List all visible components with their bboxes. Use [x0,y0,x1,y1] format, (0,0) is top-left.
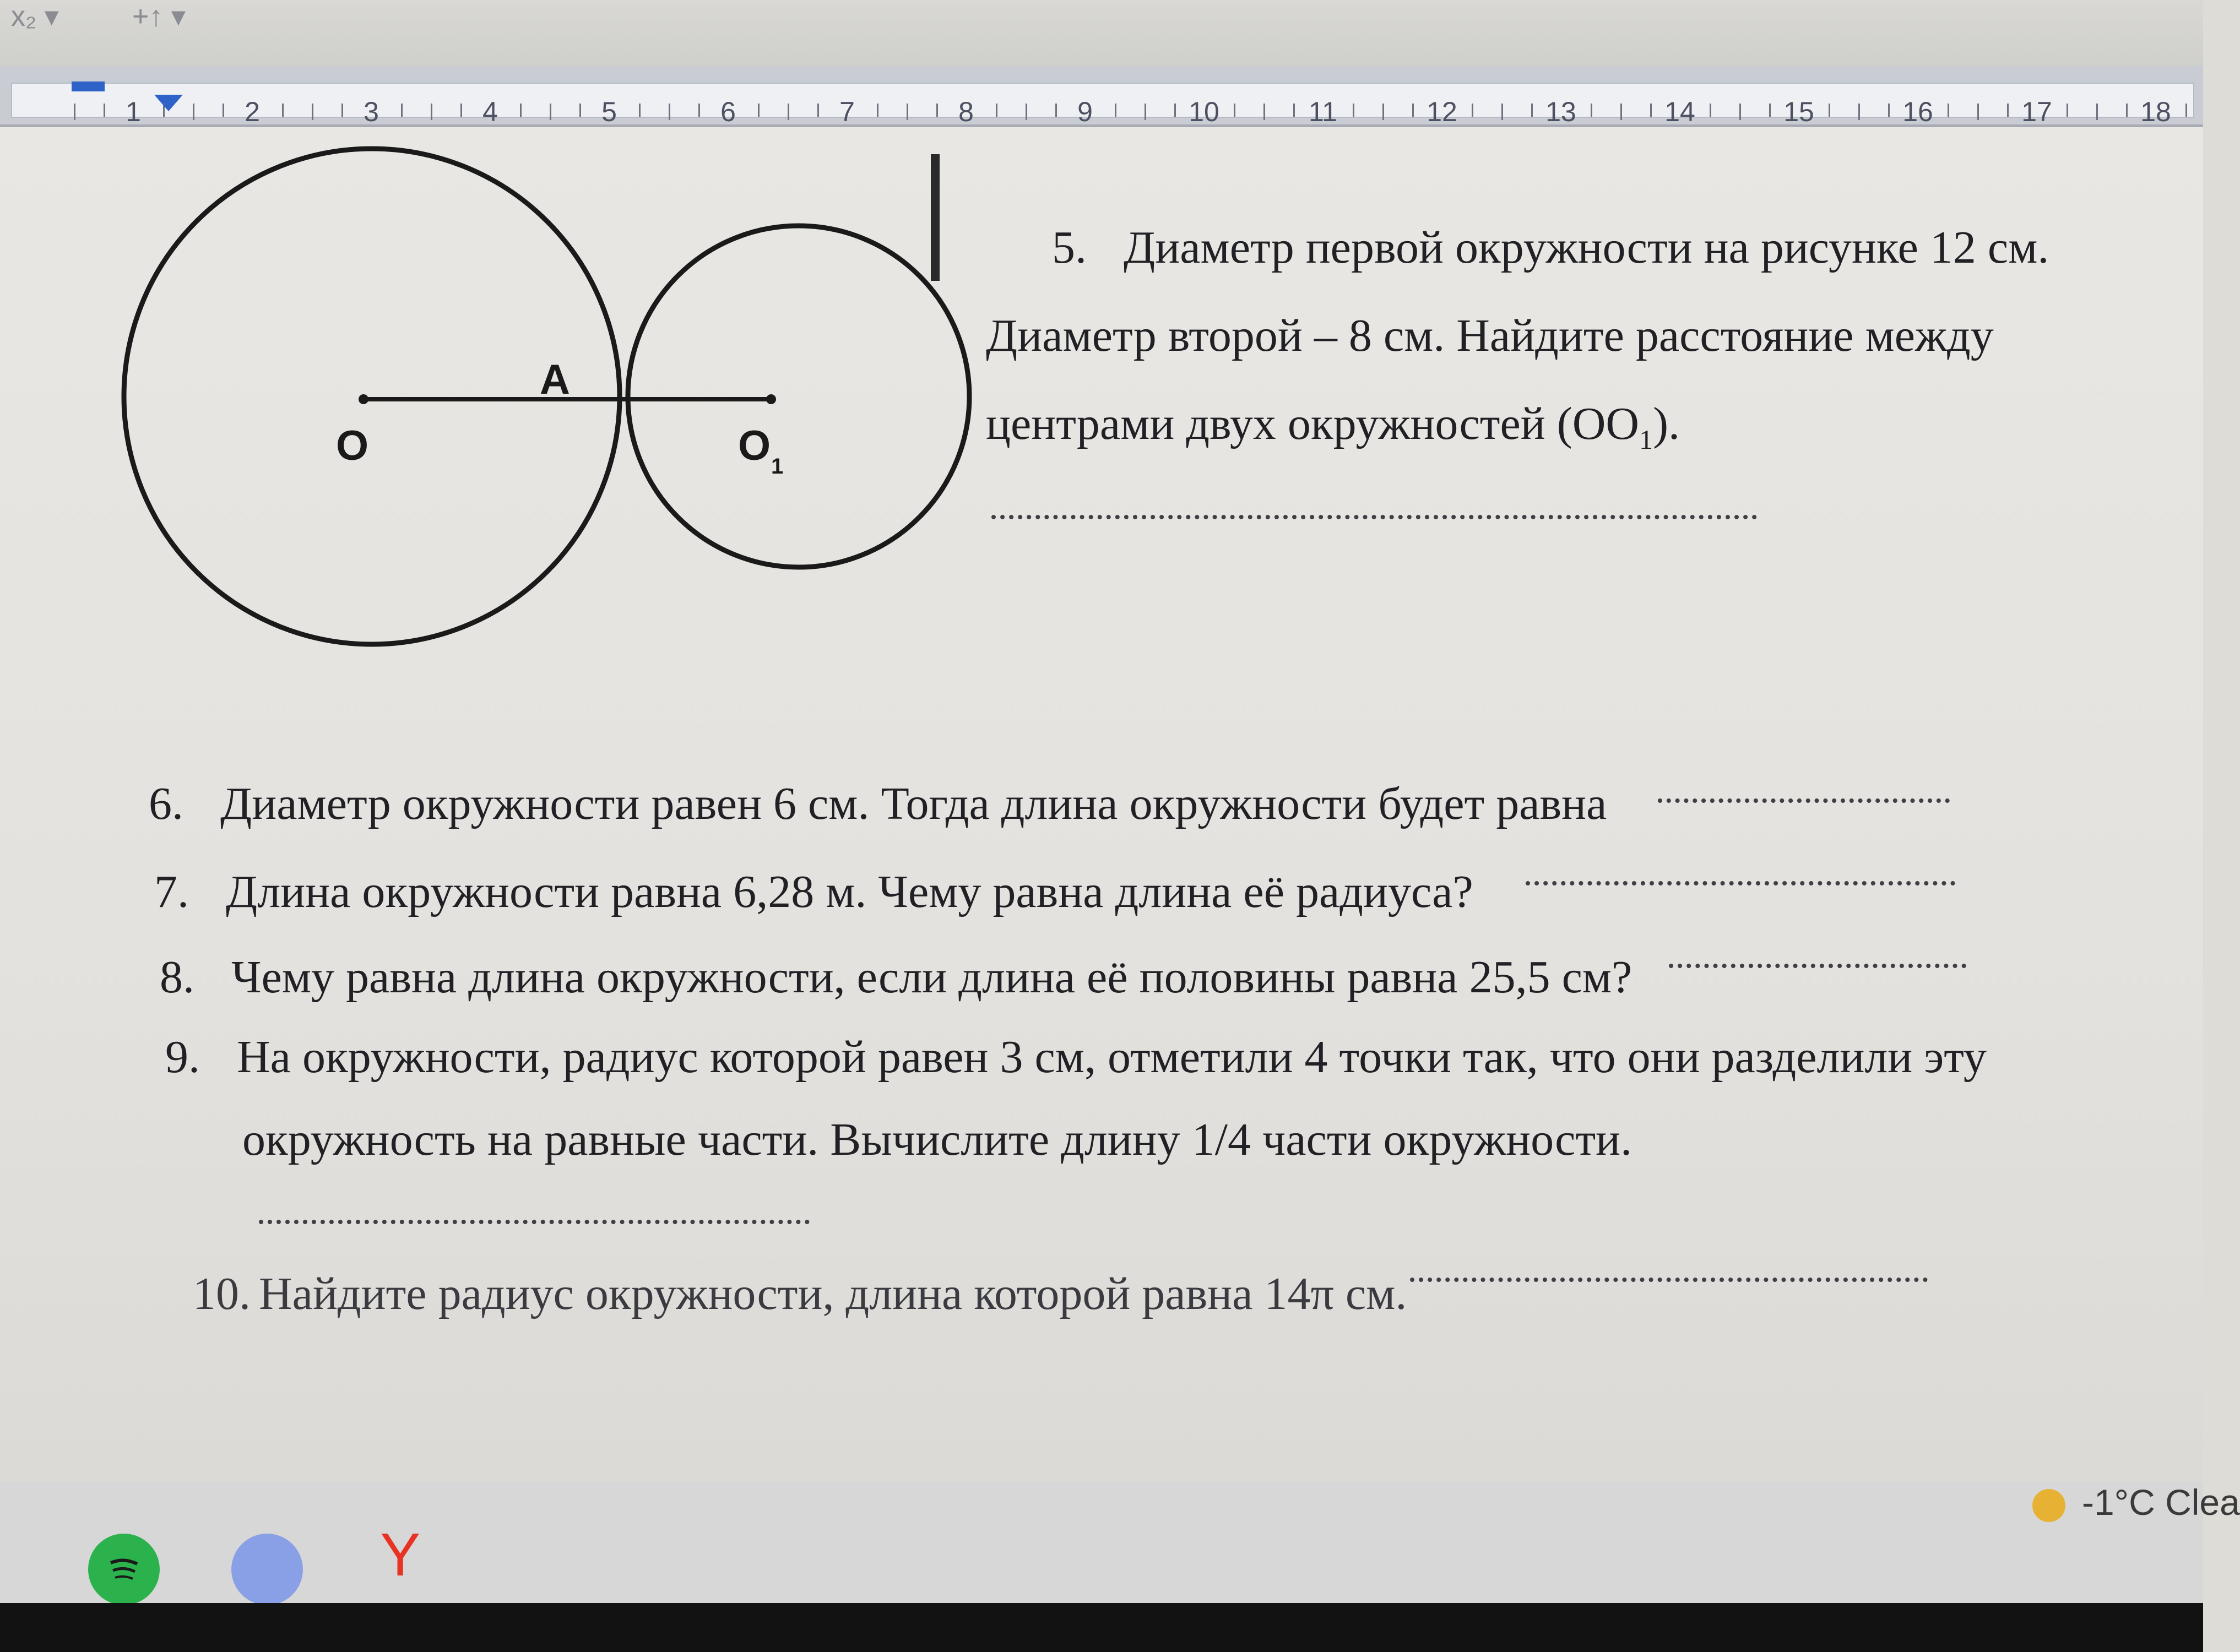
label-o1: O [738,422,771,469]
ruler-tick [1977,104,1979,120]
left-indent-marker[interactable] [154,95,183,111]
task-5-text-1: Диаметр первой окружности на рисунке 12 см. [1124,222,2049,273]
ruler-tick [104,104,105,117]
taskbar [0,1482,2203,1603]
ruler-tick [401,104,403,117]
task-10-text: Найдите радиус окружности, длина которой равна 14π см. [259,1268,1407,1319]
ruler-tick [1234,104,1235,117]
label-o1-subscript: 1 [771,454,784,479]
ruler-tick [669,104,670,120]
task-7-answer-line[interactable] [1526,881,1955,885]
task-5-line-2: Диаметр второй – 8 см. Найдите расстояние между [986,310,1994,361]
ruler-tick [2007,104,2009,117]
ruler-number: 16 [1902,96,1933,127]
center-o1-point [766,394,776,404]
task-5-line-1 [1052,220,2049,276]
ruler-tick [817,104,819,117]
yandex-icon[interactable]: Y [380,1521,421,1589]
weather-widget[interactable] [2032,1481,2240,1523]
ruler-tick [1055,104,1057,117]
ruler-tick [1888,104,1890,117]
toolbar-format-icon[interactable]: x₂ ▾ [11,1,59,32]
ruler-tick [758,104,760,117]
weather-text: -1°C Clea [2082,1482,2240,1523]
ruler-tick [193,104,194,120]
ruler-tick [1263,104,1265,120]
ruler-number: 17 [2021,96,2052,127]
task-8-number: 8. [160,952,194,1003]
ruler-number: 3 [364,96,379,127]
task-10-answer-line[interactable] [1410,1278,1928,1282]
ruler-tick [1769,104,1771,117]
ruler-number: 8 [958,96,974,127]
task-8-text: Чему равна длина окружности, если длина её половины равна 25,5 см? [231,952,1632,1003]
screen-bezel [0,1603,2203,1652]
ruler-tick [1829,104,1830,117]
task-6-text: Диаметр окружности равен 6 см. Тогда длина окружности будет равна [220,778,1607,829]
task-6-number: 6. [149,778,183,829]
ruler-tick [1591,104,1592,117]
center-o-point [359,394,368,404]
task-5-line-3 [986,396,1680,456]
ruler-tick [1382,104,1384,120]
ruler-number: 18 [2140,96,2171,127]
ruler-tick [223,104,224,117]
task-9-line-2: окружность на равные части. Вычислите длину 1/4 части окружности. [242,1114,1632,1165]
ruler-number: 9 [1077,96,1093,127]
ruler-number: 6 [720,96,736,127]
ruler-tick [1620,104,1622,120]
ruler-tick [520,104,522,117]
task-5-subscript: 1 [1639,423,1653,455]
ruler-tick [460,104,462,117]
ruler-tick [1948,104,1949,117]
ruler-tick [2126,104,2128,117]
task-8-answer-line[interactable] [1669,964,1966,968]
ruler-number: 13 [1545,96,1576,127]
second-circle [628,226,969,567]
ruler-tick [1293,104,1295,117]
ruler-tick [1353,104,1354,117]
ruler-strip [11,83,2194,127]
ruler-tick [2067,104,2068,117]
task-9-answer-line[interactable] [259,1220,810,1224]
task-10-number: 10. [193,1268,251,1319]
ruler-tick [1739,104,1741,120]
ruler-tick [1710,104,1711,117]
ruler-tick [698,104,700,117]
ruler-tick [1472,104,1473,117]
spotify-waves-icon [107,1553,140,1586]
task-10 [193,1267,1407,1322]
toolbar [0,0,2203,67]
ruler-number: 12 [1427,96,1457,127]
ruler-tick [1501,104,1503,120]
ruler-tick [2185,104,2187,117]
task-7 [154,865,1473,920]
task-9-text-1: На окружности, радиус которой равен 3 см, отметили 4 точки так, что они разделили эту [237,1031,1987,1083]
ruler-tick [907,104,908,120]
ruler-tick [996,104,997,117]
moon-icon [2032,1489,2065,1522]
ruler-tick [1531,104,1533,117]
ruler-tick [1858,104,1860,120]
discord-icon[interactable] [231,1534,303,1605]
ruler-tick [936,104,938,117]
ruler-number: 5 [601,96,617,127]
ruler-tick [639,104,641,117]
ruler-number: 2 [245,96,260,127]
ruler-tick [1174,104,1176,117]
label-o: O [336,422,369,469]
ruler-tick [282,104,284,117]
task-7-text: Длина окружности равна 6,28 м. Чему равна длина её радиуса? [226,866,1473,917]
ruler-tick [579,104,581,117]
task-6-answer-line[interactable] [1658,798,1950,803]
label-a: A [540,356,570,403]
task-5-text-3-end: ). [1653,398,1680,449]
ruler-tick [550,104,551,120]
toolbar-insert-icon[interactable]: +↑ ▾ [132,1,186,32]
task-7-number: 7. [154,866,189,917]
task-9-number: 9. [165,1031,200,1083]
ruler-number: 11 [1309,96,1337,127]
ruler-number: 10 [1189,96,1219,127]
ruler-tick [877,104,878,117]
ruler-tick [341,104,343,117]
ruler-tick [2096,104,2098,120]
task-8 [160,950,1632,1006]
ruler-number: 4 [482,96,498,127]
task-5-answer-line[interactable] [991,515,1757,519]
ruler-tick [788,104,789,120]
ruler-tick [431,104,432,120]
watermark-strip [931,154,940,281]
ruler-tick [312,104,313,120]
ruler-number: 14 [1664,96,1695,127]
ruler-number: 1 [126,96,141,127]
ruler-tick [1026,104,1027,120]
ruler-tick [1115,104,1116,117]
horizontal-ruler[interactable] [0,66,2203,127]
ruler-tick [74,104,75,120]
task-5-number: 5. [1052,222,1087,273]
task-9-line-1 [165,1030,1987,1085]
two-circles-figure [110,149,969,655]
ruler-tick [1412,104,1414,117]
ruler-tick [1650,104,1652,117]
ruler-number: 15 [1783,96,1814,127]
ruler-number: 7 [839,96,855,127]
first-line-indent-handle[interactable] [72,81,105,91]
task-5-text-3: центрами двух окружностей (OO [986,398,1640,449]
task-6 [149,776,1607,832]
ruler-tick [1145,104,1146,120]
